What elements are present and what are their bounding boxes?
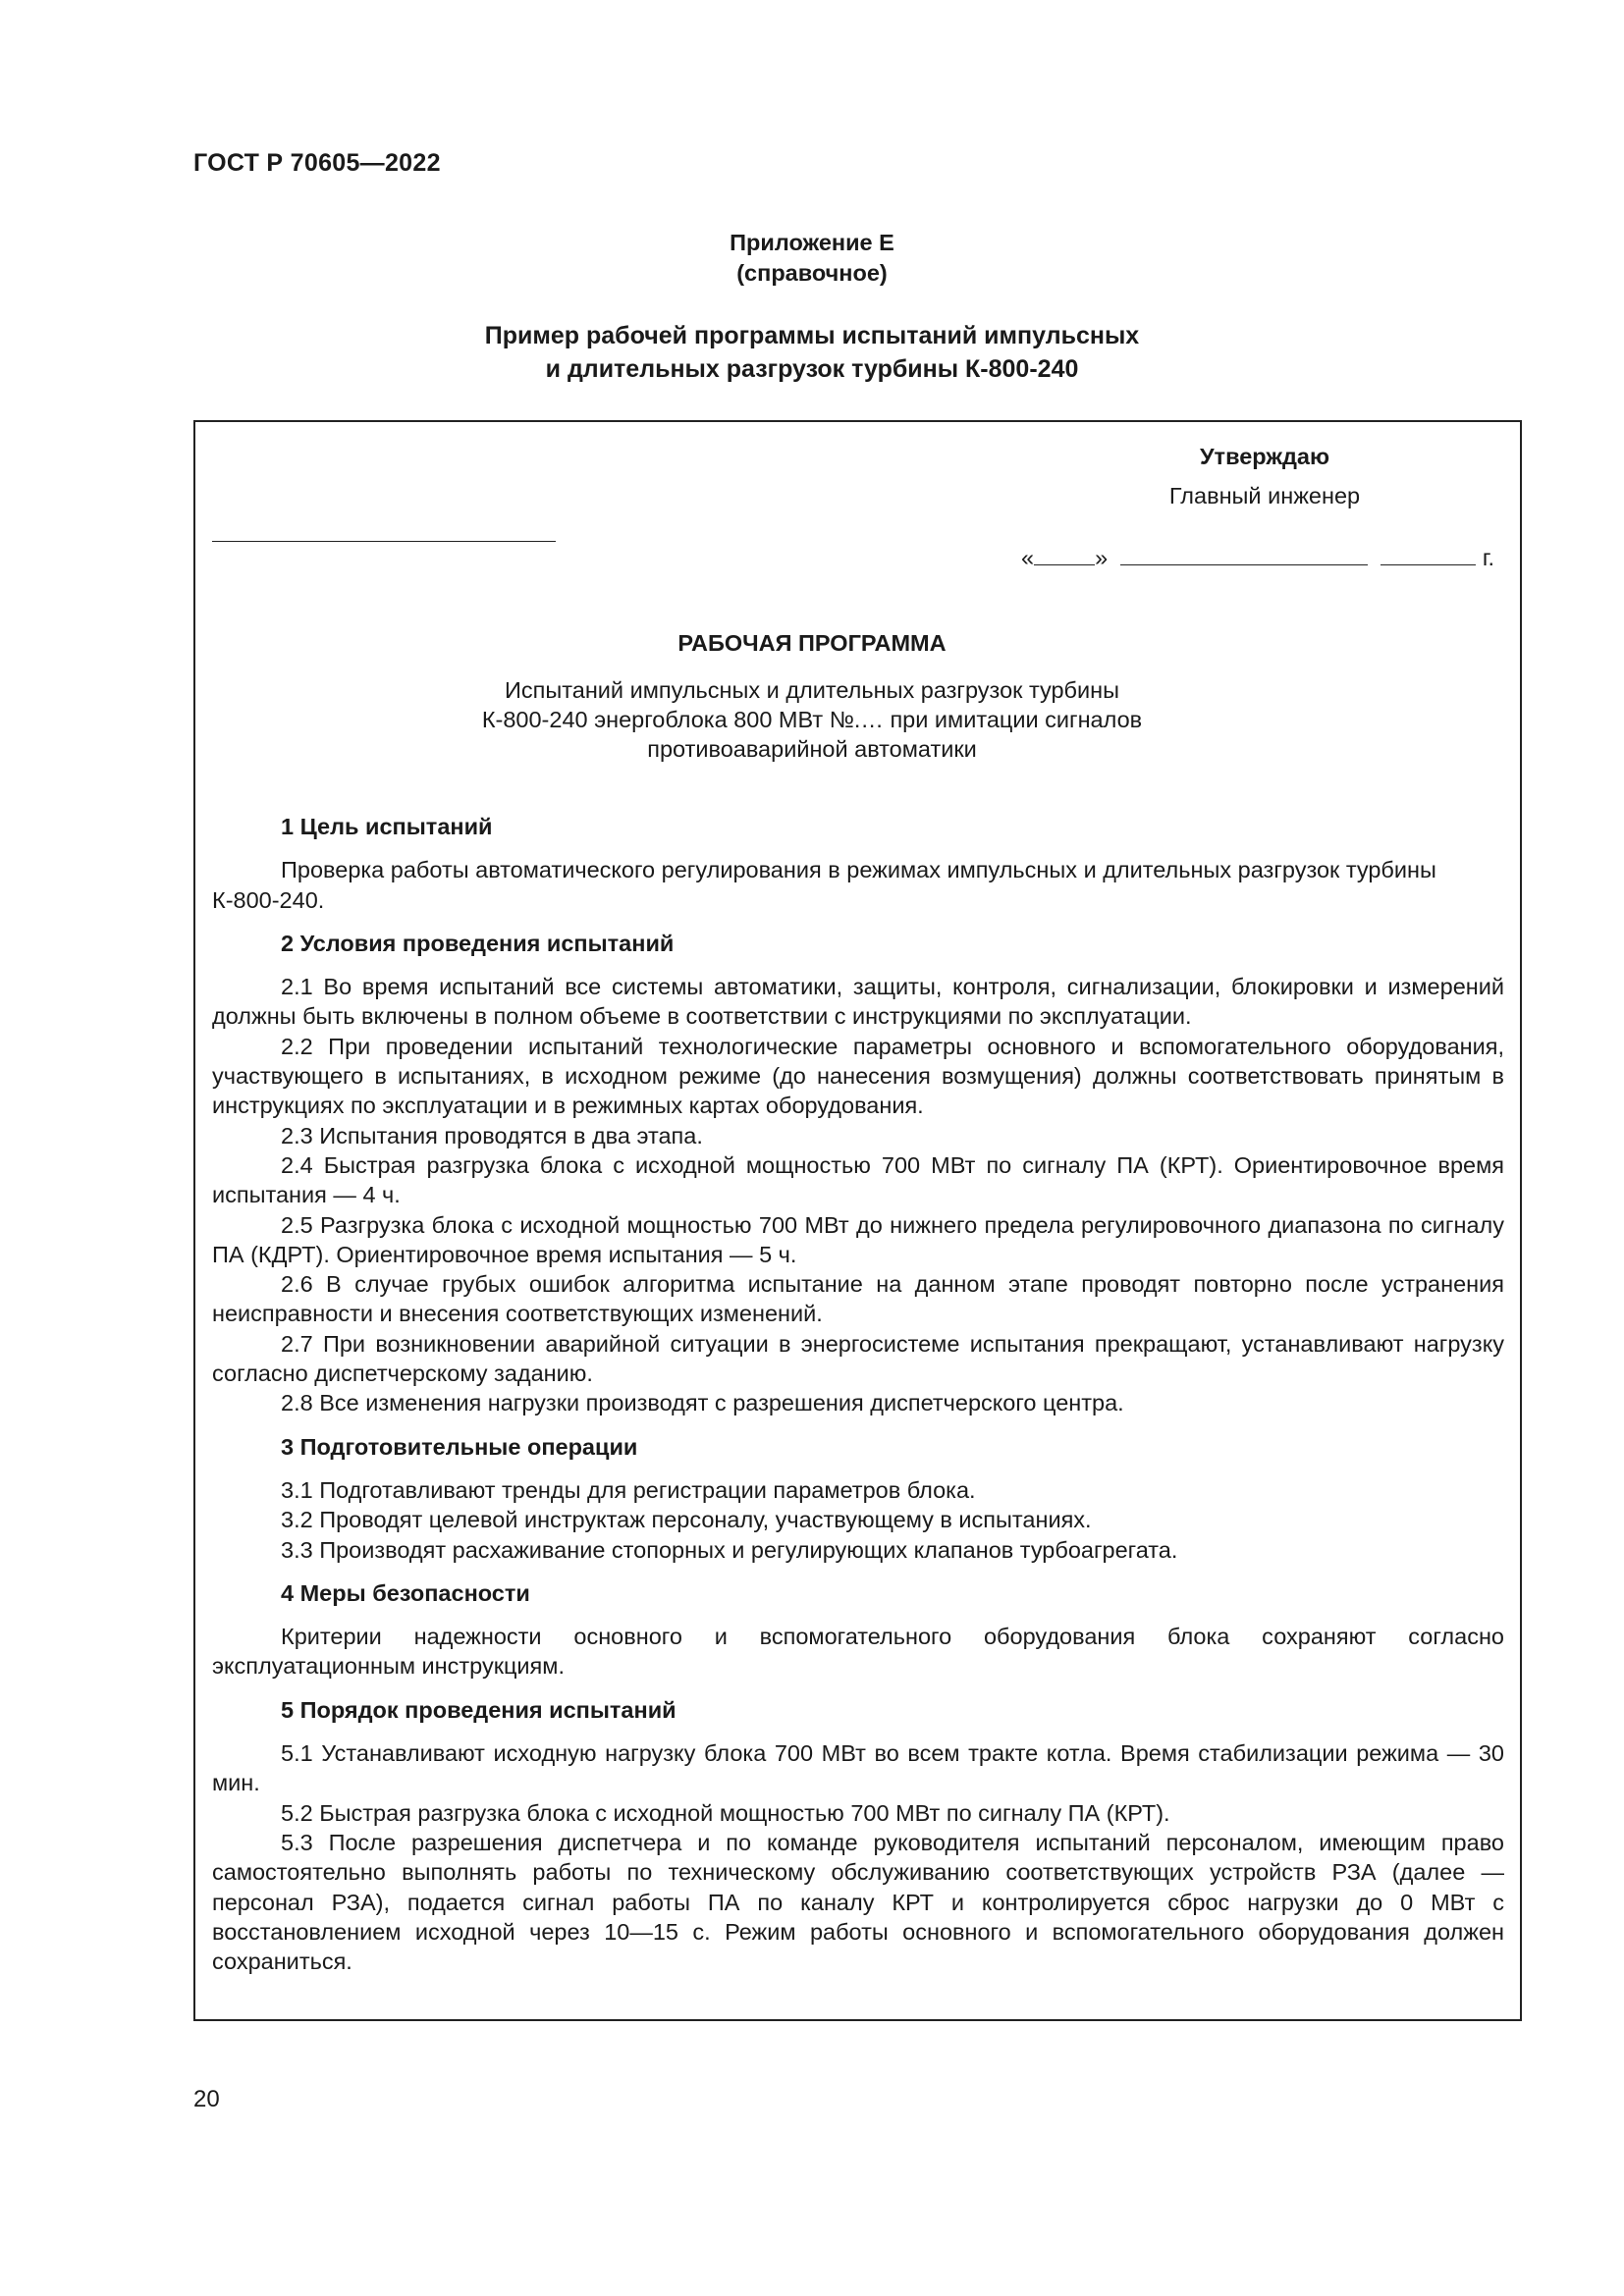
section-2-heading: 2 Условия проведения испытаний (281, 930, 675, 956)
signature-line (212, 541, 556, 542)
program-title: РАБОЧАЯ ПРОГРАММА (677, 630, 947, 656)
annex-title-line-2: и длительных разгрузок турбины К-800-240 (545, 355, 1079, 383)
paragraph-5-1: 5.1 Устанавливают исходную нагрузку блока 700 МВт во всем тракте котла. Время стабилизации режима — 30 мин. (212, 1740, 1504, 1796)
page-number: 20 (193, 2086, 220, 2112)
paragraph-2-4: 2.4 Быстрая разгрузка блока с исходной мощностью 700 МВт по сигналу ПА (КРТ). Ориентировочное время испытания — 4 ч. (212, 1151, 1504, 1208)
paragraph-2-8: 2.8 Все изменения нагрузки производят с разрешения диспетчерского центра. (281, 1390, 1124, 1416)
paragraph-4-1: Критерии надежности основного и вспомогательного оборудования блока сохраняют согласно эксплуатационным инструкциям. (212, 1624, 1504, 1680)
program-subtitle-line-1: Испытаний импульсных и длительных разгрузок турбины (505, 677, 1119, 703)
paragraph-5-2: 5.2 Быстрая разгрузка блока с исходной мощностью 700 МВт по сигналу ПА (КРТ). (281, 1799, 1170, 1826)
date-year-blank (1380, 543, 1476, 565)
paragraph-2-5: 2.5 Разгрузка блока с исходной мощностью 700 МВт до нижнего предела регулировочного диапазона по сигналу ПА (КДРТ). Ориентировочное время испытания — 5 ч. (212, 1211, 1504, 1267)
paragraph-2-6: 2.6 В случае грубых ошибок алгоритма испытание на данном этапе проводят повторно после устранения неисправности и внесения соответствующих изменений. (212, 1271, 1504, 1327)
program-subtitle-line-2: К-800-240 энергоблока 800 МВт №.… при имитации сигналов (481, 707, 1143, 732)
date-month-blank (1120, 543, 1368, 565)
date-quote-open: « (1021, 545, 1035, 570)
annex-title-line-1: Пример рабочей программы испытаний импульсных (484, 322, 1140, 349)
paragraph-3-2: 3.2 Проводят целевой инструктаж персоналу, участвующему в испытаниях. (281, 1507, 1092, 1533)
date-day-blank (1034, 543, 1095, 565)
approval-date-line (1021, 543, 1494, 571)
approval-role: Главный инженер (1168, 483, 1361, 508)
paragraph-2-1: 2.1 Во время испытаний все системы автоматики, защиты, контроля, сигнализации, блокировки и измерений должны быть включены в полном объеме в соответствии с инструкциями по эксплуатации. (212, 974, 1504, 1030)
annex-label-block (0, 228, 1624, 289)
paragraph-2-7: 2.7 При возникновении аварийной ситуации в энергосистеме испытания прекращают, устанавливают нагрузку согласно диспетчерскому заданию. (212, 1330, 1504, 1387)
paragraph-2-3: 2.3 Испытания проводятся в два этапа. (281, 1122, 703, 1148)
section-1-heading: 1 Цель испытаний (281, 814, 493, 839)
program-content (212, 812, 1504, 1976)
section-1-paragraph: Проверка работы автоматического регулирования в режимах импульсных и длительных разгрузок турбины К-800-240. (212, 857, 1436, 913)
section-5-heading: 5 Порядок проведения испытаний (281, 1696, 677, 1723)
date-quote-close: » (1095, 545, 1109, 570)
paragraph-3-3: 3.3 Производят расхаживание стопорных и регулирующих клапанов турбоагрегата. (281, 1536, 1178, 1563)
section-3-heading: 3 Подготовительные операции (281, 1433, 638, 1460)
date-year-suffix: г. (1482, 545, 1495, 570)
approval-title: Утверждаю (1199, 444, 1330, 469)
annex-type: (справочное) (736, 260, 888, 286)
paragraph-2-2: 2.2 При проведении испытаний технологические параметры основного и вспомогательного оборудования, участвующего в испытаниях, в исходном режиме (до нанесения возмущения) должны соответствовать принятым в инструкциях по эксплуатации и в режимных картах оборудования. (212, 1033, 1504, 1119)
annex-label: Приложение Е (730, 230, 894, 255)
paragraph-3-1: 3.1 Подготавливают тренды для регистрации параметров блока. (281, 1476, 976, 1503)
program-subtitle-line-3: противоаварийной автоматики (647, 736, 977, 762)
section-4-heading: 4 Меры безопасности (281, 1579, 530, 1606)
paragraph-5-3: 5.3 После разрешения диспетчера и по команде руководителя испытаний персоналом, имеющим право самостоятельно выполнять работы по техническому обслуживанию соответствующих устройств РЗА (далее — персонал РЗА), подается сигнал работы ПА по каналу КРТ и контролируется сброс нагрузки до 0 МВт с восстановлением исходной через 10—15 с. Режим работы основного и вспомогательного оборудования должен сохраниться. (212, 1829, 1504, 1975)
annex-title (0, 319, 1624, 386)
document-code: ГОСТ Р 70605—2022 (193, 149, 441, 177)
program-subtitle (0, 675, 1624, 764)
